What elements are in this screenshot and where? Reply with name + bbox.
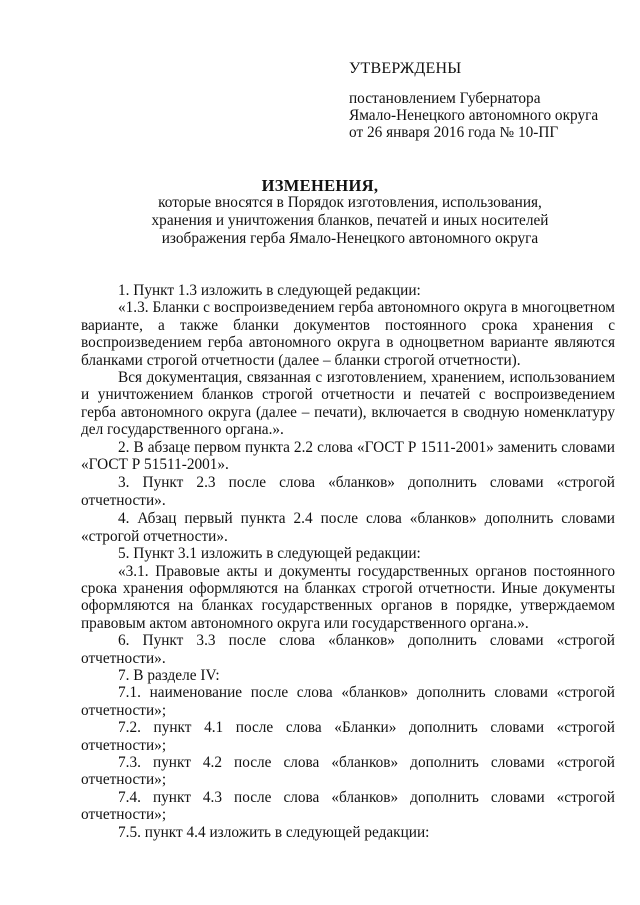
approval-line: от 26 января 2016 года № 10-ПГ [349,124,559,141]
approval-line: постановлением Губернатора [349,90,541,107]
paragraph: Вся документация, связанная с изготовлением, хранением, использованием и уничтожением бланков строгой отчетности и печатей с воспроизведением герба автономного округа (далее – печати), включается в сводную номенклатуру дел государственного органа.». [81,369,615,439]
document-body [81,282,615,841]
subtitle-line: изображения герба Ямало-Ненецкого автономного округа [161,230,539,247]
approval-heading: УТВЕРЖДЕНЫ [349,60,462,77]
approval-line: Ямало-Ненецкого автономного округа [349,107,599,124]
paragraph: 7.2. пункт 4.1 после слова «Бланки» дополнить словами «строгой отчетности»; [81,719,615,754]
subtitle-line: хранения и уничтожения бланков, печатей и иных носителей [151,212,549,229]
document-subtitle [110,194,590,248]
paragraph: 7.4. пункт 4.3 после слова «бланков» дополнить словами «строгой отчетности»; [81,788,615,824]
paragraph: 6. Пункт 3.3 после слова «бланков» дополнить словами «строгой отчетности». [81,632,615,667]
paragraph: 7.3. пункт 4.2 после слова «бланков» дополнить словами «строгой отчетности»; [81,753,615,789]
paragraph: «1.3. Бланки с воспроизведением герба автономного округа в многоцветном варианте, а также бланки документов постоянного срока хранения с воспроизведением герба автономного округа в одноцветном варианте являются бланками строгой отчетности (далее – бланки строгой отчетности). [81,299,615,369]
paragraph: 7. В разделе IV: [118,666,220,684]
approval-block [349,60,629,141]
paragraph: 4. Абзац первый пункта 2.4 после слова «бланков» дополнить словами «строгой отчетности». [81,510,615,545]
paragraph: «3.1. Правовые акты и документы государственных органов постоянного срока хранения оформляются на бланках строгой отчетности. Иные документы оформляются на бланках государственных органов в порядке, утверждаемом правовым актом автономного округа или государственного органа.». [81,562,615,632]
paragraph: 5. Пункт 3.1 изложить в следующей редакции: [118,545,421,563]
paragraph: 1. Пункт 1.3 изложить в следующей редакции: [118,282,421,299]
paragraph: 3. Пункт 2.3 после слова «бланков» дополнить словами «строгой отчетности». [81,474,615,509]
paragraph: 7.5. пункт 4.4 изложить в следующей редакции: [118,823,430,841]
paragraph: 2. В абзаце первом пункта 2.2 слова «ГОСТ Р 1511-2001» заменить словами «ГОСТ Р 51511-2001». [81,438,615,474]
document-title: ИЗМЕНЕНИЯ, [261,176,379,195]
paragraph: 7.1. наименование после слова «бланков» дополнить словами «строгой отчетности»; [81,684,615,719]
subtitle-line: которые вносятся в Порядок изготовления, использования, [158,194,542,211]
